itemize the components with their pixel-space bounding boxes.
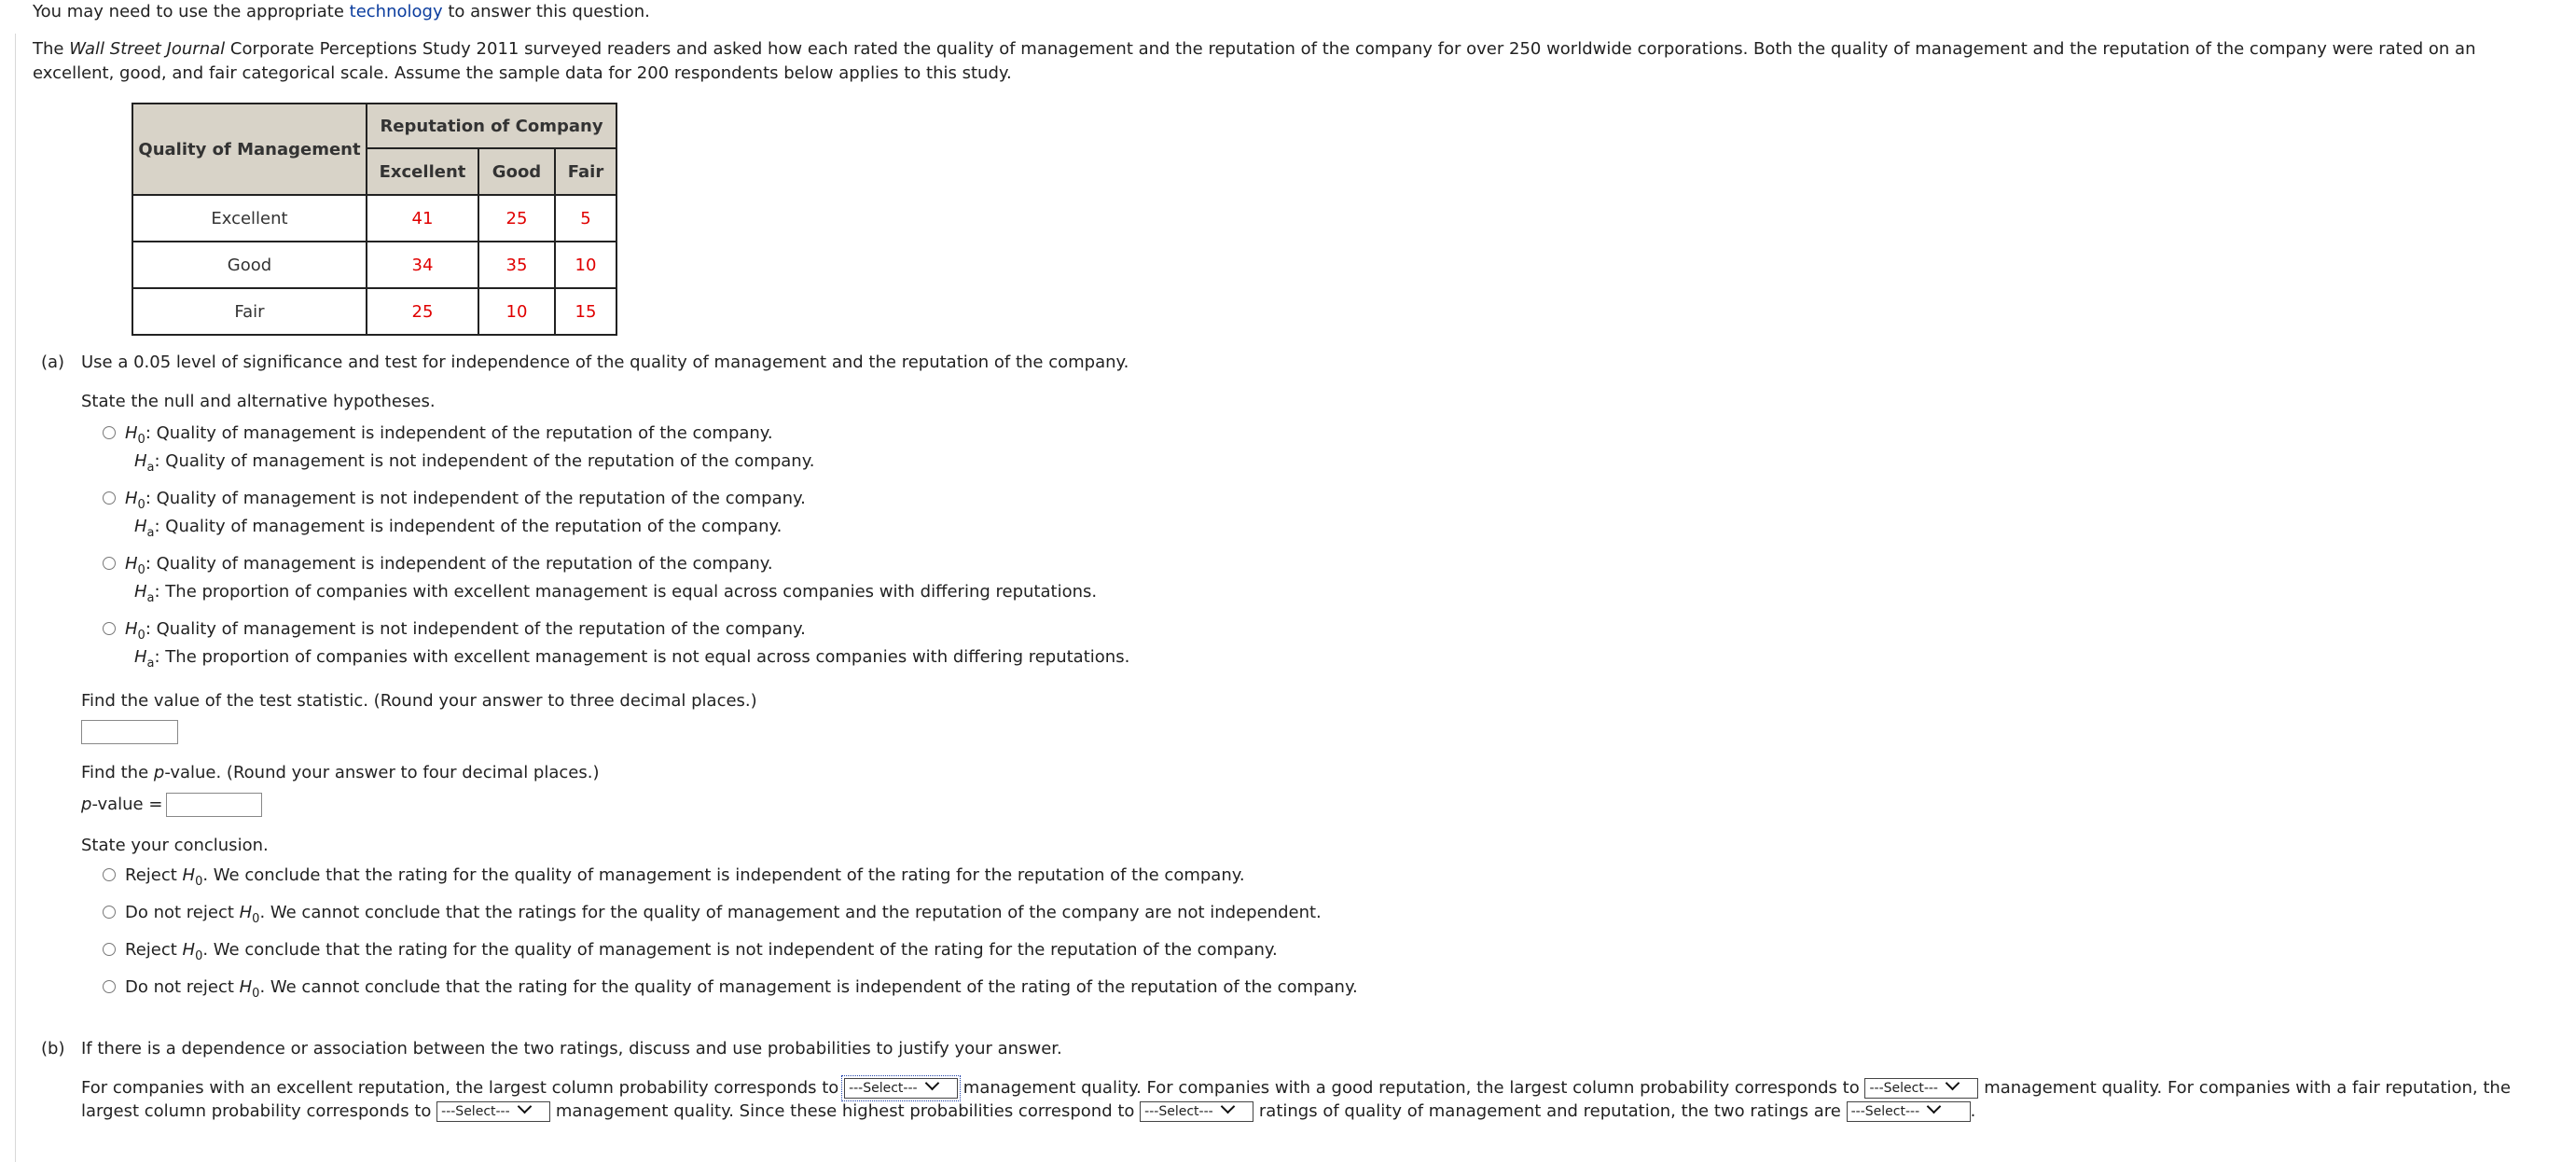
ha-subscript: a	[146, 461, 155, 475]
part-b-label: (b)	[41, 1039, 65, 1058]
conclusion-option-1[interactable]	[103, 863, 1245, 891]
h0-subscript: 0	[137, 433, 145, 447]
part-b-prompt: If there is a dependence or association between the two ratings, discuss and use probabilities to justify your answer.	[81, 1039, 1062, 1058]
h0-symbol: H	[182, 865, 196, 885]
part-b-text-3: management quality. For companies with a fair reputation, the largest column probability corresponds to	[81, 1078, 2511, 1121]
table-row	[132, 242, 616, 288]
select-label: ---Select---	[1144, 1104, 1213, 1119]
highest-probabilities-select[interactable]	[1140, 1101, 1253, 1122]
h0-symbol: H	[125, 619, 138, 639]
ha-text: : Quality of management is not independent of the reputation of the company.	[154, 451, 815, 471]
excellent-reputation-select[interactable]	[844, 1078, 958, 1099]
part-b-text-6: .	[1970, 1101, 1976, 1121]
pvalue-input[interactable]	[166, 793, 262, 817]
row-label: Good	[132, 242, 367, 288]
test-statistic-input[interactable]	[81, 720, 178, 744]
table-cell: 10	[478, 288, 555, 335]
test-stat-prompt: Find the value of the test statistic. (Round your answer to three decimal places.)	[81, 691, 757, 711]
chevron-down-icon	[1220, 1100, 1235, 1114]
table-row	[132, 195, 616, 242]
chevron-down-icon	[517, 1100, 532, 1114]
left-border-rule	[15, 34, 16, 1162]
h0-subscript: 0	[195, 949, 203, 963]
h0-text: : Quality of management is not independent of the reputation of the company.	[145, 619, 806, 639]
radio-button[interactable]	[103, 491, 116, 505]
part-a-prompt: Use a 0.05 level of significance and test for independence of the quality of management and the reputation of the company.	[81, 353, 1129, 372]
radio-button[interactable]	[103, 906, 116, 919]
conclusion-prompt: State your conclusion.	[81, 836, 269, 855]
h0-symbol: H	[125, 489, 138, 508]
conclusion-pre: Reject	[125, 865, 183, 885]
problem-statement	[33, 37, 2560, 86]
h0-text: : Quality of management is independent of the reputation of the company.	[145, 423, 773, 443]
hypothesis-option-3[interactable]	[103, 551, 1097, 607]
select-label: ---Select---	[849, 1081, 918, 1096]
conclusion-post: . We cannot conclude that the rating for the quality of management is independent of the rating of the reputation of the company.	[259, 977, 1358, 997]
h0-subscript: 0	[252, 912, 260, 926]
conclusion-post: . We conclude that the rating for the quality of management is not independent of the rating for the reputation of the company.	[202, 940, 1278, 960]
good-reputation-select[interactable]	[1864, 1078, 1978, 1099]
radio-button[interactable]	[103, 622, 116, 635]
conclusion-option-4[interactable]	[103, 975, 1358, 1003]
radio-button[interactable]	[103, 980, 116, 993]
table-row	[132, 288, 616, 335]
row-label: Excellent	[132, 195, 367, 242]
hypothesis-option-1[interactable]	[103, 421, 815, 477]
radio-button[interactable]	[103, 426, 116, 439]
pvalue-prompt-post: -value. (Round your answer to four decimal places.)	[164, 763, 600, 782]
select-label: ---Select---	[441, 1104, 510, 1119]
h0-subscript: 0	[252, 987, 260, 1001]
table-cell: 35	[478, 242, 555, 288]
ha-symbol: H	[134, 517, 147, 536]
hypothesis-option-2[interactable]	[103, 486, 806, 542]
select-label: ---Select---	[1869, 1081, 1938, 1096]
part-a-label: (a)	[41, 353, 65, 372]
part-b-text-4: management quality. Since these highest probabilities correspond to	[555, 1101, 1135, 1121]
pvalue-label-p: p	[81, 795, 92, 814]
radio-button[interactable]	[103, 557, 116, 570]
h0-symbol: H	[125, 554, 138, 574]
ha-subscript: a	[146, 591, 155, 605]
table-cell: 41	[367, 195, 478, 242]
part-b-paragraph	[81, 1076, 2571, 1123]
h0-subscript: 0	[137, 629, 145, 643]
row-header: Quality of Management	[132, 104, 367, 195]
h0-symbol: H	[182, 940, 196, 960]
fair-reputation-select[interactable]	[436, 1101, 550, 1122]
ha-subscript: a	[146, 657, 155, 671]
ha-symbol: H	[134, 647, 147, 667]
intro-after: to answer this question.	[442, 2, 650, 21]
h0-text: : Quality of management is independent of the reputation of the company.	[145, 554, 773, 574]
technology-link[interactable]: technology	[349, 2, 443, 21]
h0-symbol: H	[239, 903, 253, 922]
h0-symbol: H	[239, 977, 253, 997]
conclusion-post: . We conclude that the rating for the quality of management is independent of the rating for the reputation of the company.	[202, 865, 1245, 885]
col-header-fair: Fair	[555, 148, 616, 195]
ha-text: : Quality of management is independent of the reputation of the company.	[154, 517, 782, 536]
contingency-table	[132, 103, 617, 336]
chevron-down-icon	[1946, 1076, 1960, 1091]
conclusion-option-3[interactable]	[103, 937, 1278, 965]
problem-rest: Corporate Perceptions Study 2011 surveyed readers and asked how each rated the quality of management and the reputation of the company for over 250 worldwide corporations. Both the quality of management and the reputation of the company were rated on an excellent, good, and fair categorical scale. Assume the sample data for 200 respondents below applies to this study.	[33, 39, 2476, 83]
h0-subscript: 0	[137, 498, 145, 512]
h0-subscript: 0	[195, 875, 203, 889]
conclusion-pre: Do not reject	[125, 977, 240, 997]
ratings-relationship-select[interactable]	[1847, 1101, 1971, 1122]
chevron-down-icon	[1927, 1100, 1942, 1114]
ha-symbol: H	[134, 451, 147, 471]
table-cell: 5	[555, 195, 616, 242]
problem-pre: The	[33, 39, 70, 59]
row-label: Fair	[132, 288, 367, 335]
hypothesis-option-4[interactable]	[103, 616, 1129, 672]
h0-text: : Quality of management is not independent of the reputation of the company.	[145, 489, 806, 508]
conclusion-pre: Do not reject	[125, 903, 240, 922]
select-label: ---Select---	[1850, 1104, 1920, 1119]
conclusion-pre: Reject	[125, 940, 183, 960]
table-cell: 25	[367, 288, 478, 335]
pvalue-prompt-pre: Find the	[81, 763, 154, 782]
part-b-text-5: ratings of quality of management and reputation, the two ratings are	[1258, 1101, 1841, 1121]
conclusion-option-2[interactable]	[103, 900, 1322, 928]
table-cell: 25	[478, 195, 555, 242]
conclusion-post: . We cannot conclude that the ratings for the quality of management and the reputation of the company are not independent.	[259, 903, 1322, 922]
pvalue-prompt	[81, 760, 599, 786]
intro-text	[33, 0, 650, 24]
table-cell: 15	[555, 288, 616, 335]
radio-button[interactable]	[103, 943, 116, 956]
ha-text: : The proportion of companies with excellent management is equal across companies with differing reputations.	[154, 582, 1098, 602]
journal-name: Wall Street Journal	[69, 39, 226, 59]
pvalue-label	[81, 792, 162, 818]
ha-subscript: a	[146, 526, 155, 540]
ha-text: : The proportion of companies with excellent management is not equal across companies with differing reputations.	[154, 647, 1130, 667]
h0-subscript: 0	[137, 563, 145, 577]
hypotheses-prompt: State the null and alternative hypotheses.	[81, 392, 436, 411]
column-group-header: Reputation of Company	[367, 104, 616, 148]
ha-symbol: H	[134, 582, 147, 602]
col-header-good: Good	[478, 148, 555, 195]
chevron-down-icon	[924, 1076, 939, 1091]
col-header-excellent: Excellent	[367, 148, 478, 195]
table-cell: 34	[367, 242, 478, 288]
h0-symbol: H	[125, 423, 138, 443]
radio-button[interactable]	[103, 868, 116, 881]
pvalue-label-post: -value =	[91, 795, 163, 814]
part-b-text-2: management quality. For companies with a good reputation, the largest column probability corresponds to	[963, 1078, 1860, 1098]
pvalue-prompt-p: p	[153, 763, 165, 782]
intro-before: You may need to use the appropriate	[33, 2, 350, 21]
table-cell: 10	[555, 242, 616, 288]
part-b-text-1: For companies with an excellent reputation, the largest column probability corresponds to	[81, 1078, 839, 1098]
